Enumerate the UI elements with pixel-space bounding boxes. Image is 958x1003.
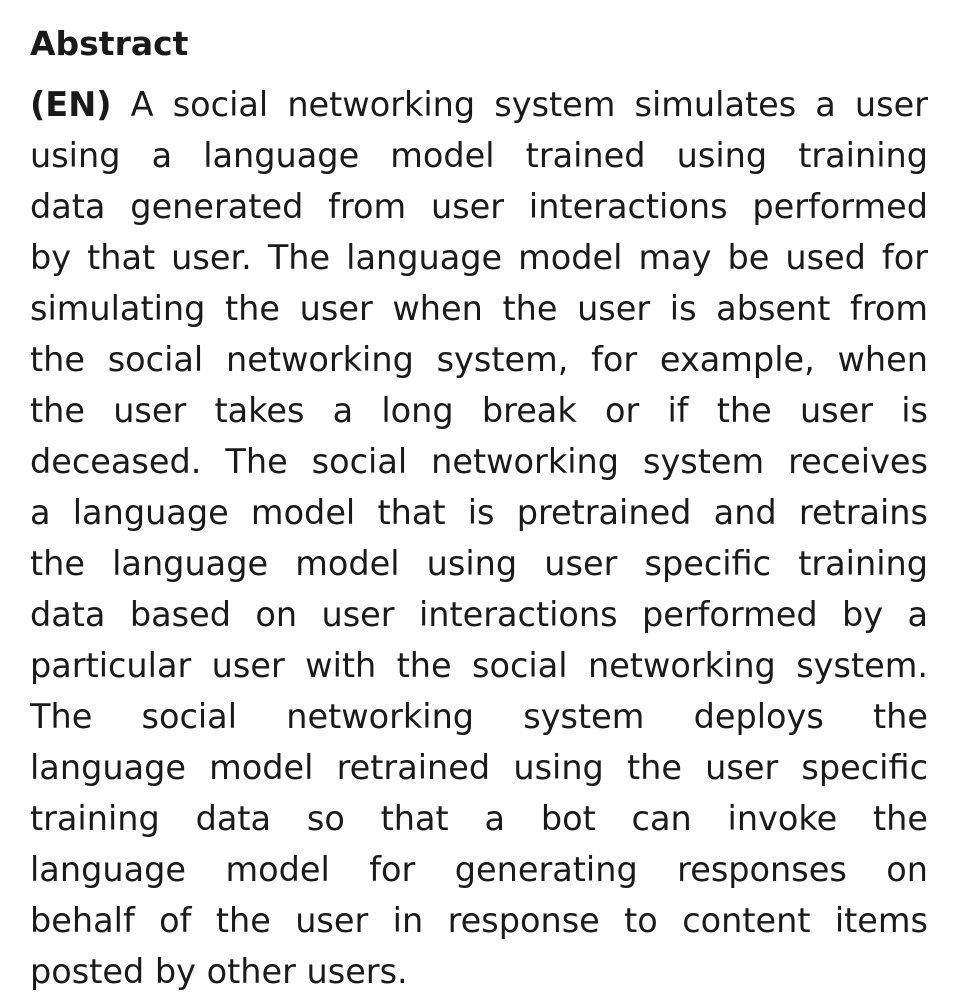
abstract-line: data based on user interactions performed by a	[30, 595, 928, 634]
abstract-line: using a language model trained using training	[30, 136, 928, 175]
abstract-heading: Abstract	[30, 24, 189, 63]
abstract-body	[30, 79, 928, 997]
language-tag: (EN)	[30, 85, 112, 124]
abstract-line: the user takes a long break or if the user is	[30, 391, 928, 430]
abstract-line	[30, 79, 928, 130]
abstract-line: posted by other users.	[30, 952, 408, 991]
abstract-line: deceased. The social networking system receives	[30, 442, 928, 481]
abstract-section	[30, 22, 928, 997]
abstract-line: language model for generating responses on	[30, 850, 928, 889]
abstract-line: the social networking system, for example, when	[30, 340, 928, 379]
abstract-line: by that user. The language model may be used for	[30, 238, 928, 277]
abstract-line: particular user with the social networking system.	[30, 646, 928, 685]
abstract-line: simulating the user when the user is absent from	[30, 289, 928, 328]
abstract-line: behalf of the user in response to content items	[30, 901, 928, 940]
abstract-line: The social networking system deploys the	[30, 697, 928, 736]
abstract-line: the language model using user specific training	[30, 544, 928, 583]
abstract-line: language model retrained using the user specific	[30, 748, 928, 787]
abstract-line-text: A social networking system simulates a user	[130, 85, 928, 124]
abstract-line: a language model that is pretrained and retrains	[30, 493, 928, 532]
abstract-line: data generated from user interactions performed	[30, 187, 928, 226]
abstract-line: training data so that a bot can invoke the	[30, 799, 928, 838]
